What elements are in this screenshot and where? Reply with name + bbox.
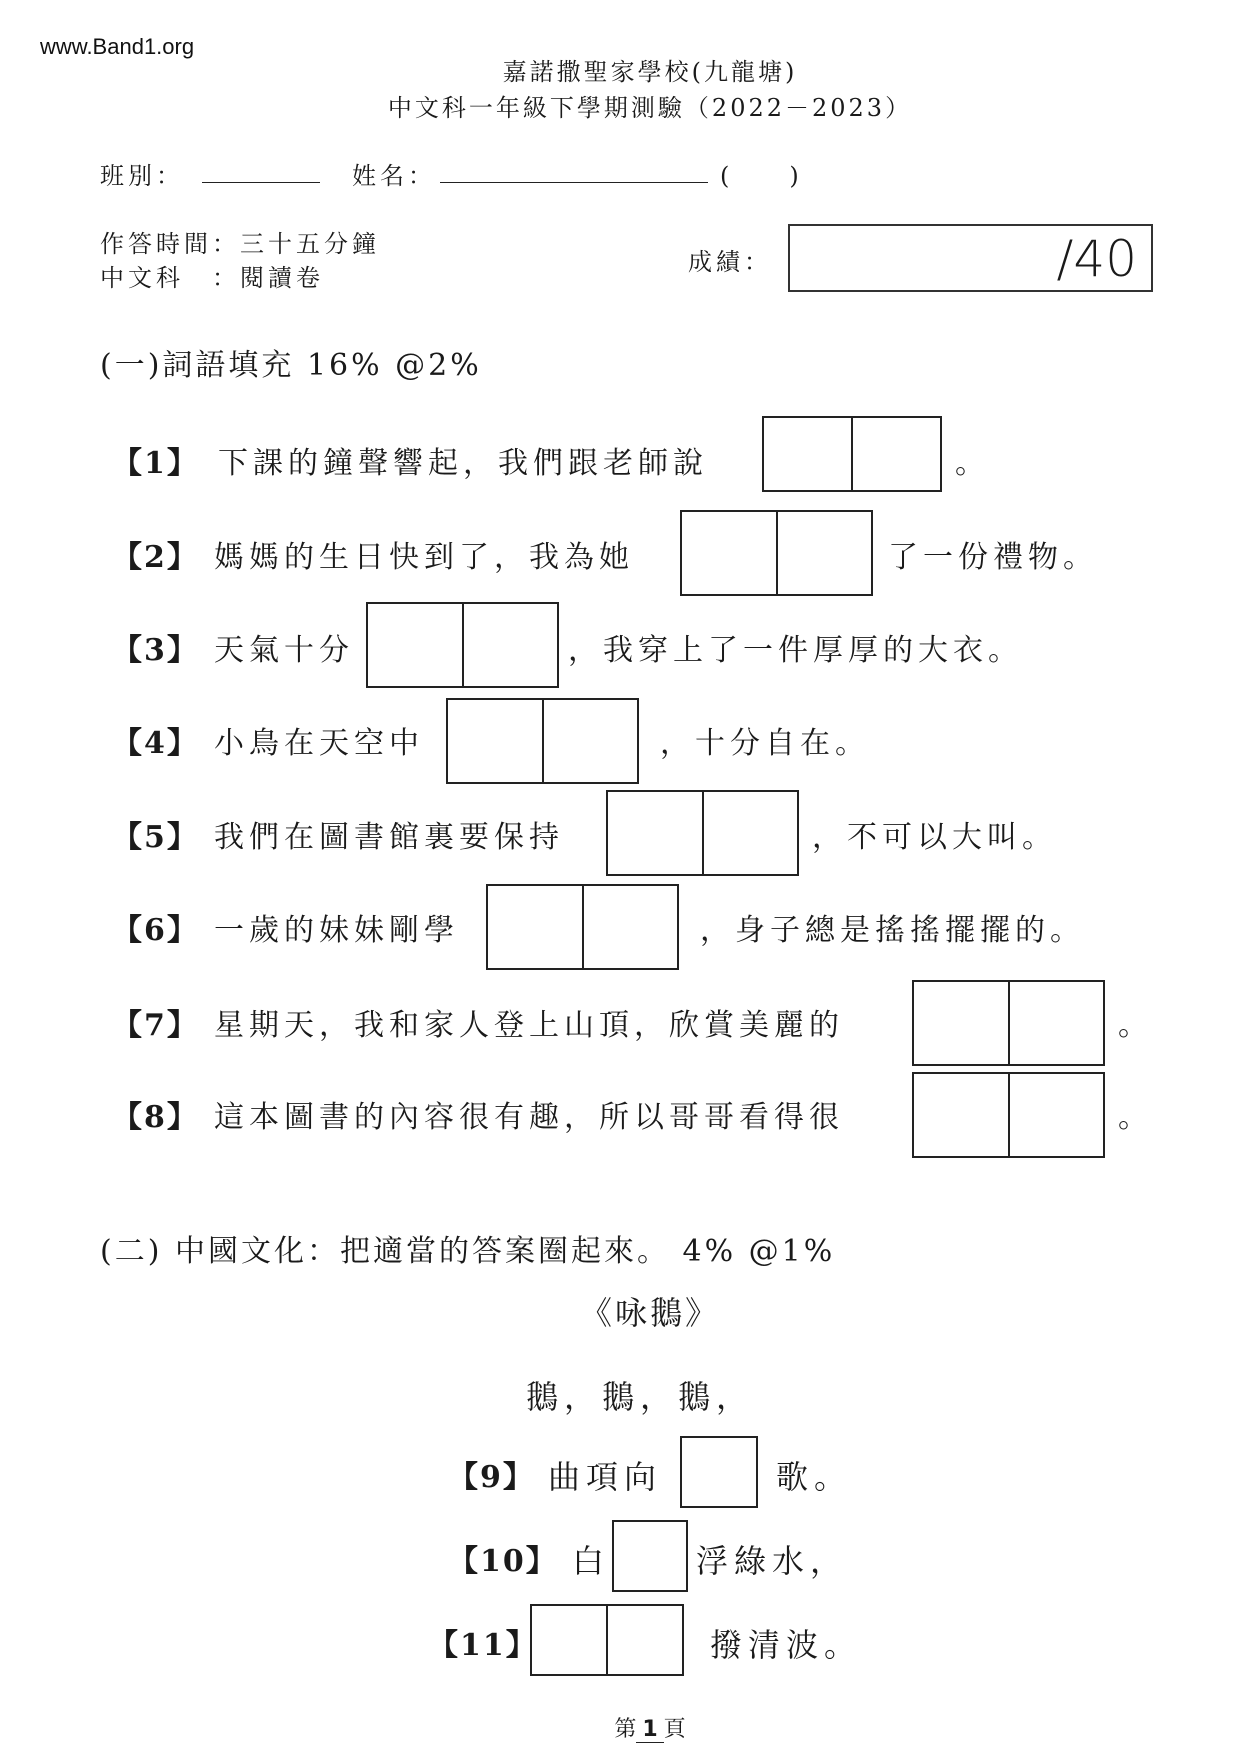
question-text: 下課的鐘聲響起，我們跟老師說: [218, 446, 708, 481]
question-number: 【1】: [112, 446, 199, 481]
question-number: 【8】: [112, 1100, 199, 1135]
question-number: 【4】: [112, 726, 199, 761]
question-text-after: ，不可以大叫。: [812, 820, 1057, 855]
poem-text-after: 歌。: [776, 1458, 853, 1496]
question-number: 【11】: [428, 1628, 538, 1663]
section1-title: (一)詞語填充 16% @2%: [100, 348, 482, 383]
answer-box[interactable]: [912, 1072, 1105, 1158]
question-number: 【6】: [112, 913, 199, 948]
page-suffix: 頁: [663, 1717, 686, 1742]
time-label: 作答時間：三十五分鐘: [100, 230, 380, 258]
question-number: 【10】: [448, 1544, 558, 1579]
question-number: 【5】: [112, 820, 199, 855]
question-text-after: 。: [1118, 1100, 1153, 1135]
score-box[interactable]: [788, 224, 1153, 292]
answer-box[interactable]: [762, 416, 942, 492]
class-number-parens[interactable]: ( ): [720, 162, 803, 190]
page-footer: [0, 1712, 1240, 1743]
answer-box[interactable]: [612, 1520, 688, 1592]
answer-box[interactable]: [912, 980, 1105, 1066]
question-number: 【7】: [112, 1008, 199, 1043]
question-text-after: ，我穿上了一件厚厚的大衣。: [568, 633, 1023, 668]
answer-box[interactable]: [366, 602, 559, 688]
answer-box[interactable]: [606, 790, 799, 876]
answer-box[interactable]: [486, 884, 679, 970]
question-text: 天氣十分: [214, 633, 354, 668]
page-prefix: 第: [614, 1717, 637, 1742]
poem-text: 白: [572, 1542, 611, 1580]
name-blank[interactable]: [440, 182, 708, 183]
question-text-after: ，十分自在。: [660, 726, 870, 761]
question-number: 【3】: [112, 633, 199, 668]
poem-text-after: 撥清波。: [710, 1626, 863, 1664]
poem-title: 《咏鵝》: [579, 1294, 720, 1332]
score-label: 成績：: [688, 248, 772, 276]
answer-box[interactable]: [680, 1436, 758, 1508]
question-number: 【2】: [112, 540, 199, 575]
question-text: 媽媽的生日快到了，我為她: [214, 540, 634, 575]
question-text: 一歲的妹妹剛學: [214, 913, 459, 948]
score-total: /40: [1056, 230, 1137, 288]
name-label: 姓名：: [352, 162, 436, 190]
question-text-after: ，身子總是搖搖擺擺的。: [700, 913, 1085, 948]
question-text: 星期天，我和家人登上山頂，欣賞美麗的: [214, 1008, 844, 1043]
school-name: 嘉諾撒聖家學校(九龍塘): [502, 58, 798, 86]
poem-text-after: 浮綠水，: [696, 1542, 849, 1580]
poem-text: 曲項向: [548, 1458, 663, 1496]
answer-box[interactable]: [446, 698, 639, 784]
answer-box[interactable]: [530, 1604, 684, 1676]
answer-box[interactable]: [680, 510, 873, 596]
question-number: 【9】: [448, 1460, 535, 1495]
class-blank[interactable]: [202, 182, 320, 183]
poem-line-1: 鵝，鵝，鵝，: [526, 1378, 755, 1416]
question-text-after: 。: [1118, 1008, 1153, 1043]
question-text: 小鳥在天空中: [214, 726, 424, 761]
page-number: 1: [636, 1717, 663, 1743]
watermark: www.Band1.org: [40, 34, 195, 59]
question-text-after: 了一份禮物。: [888, 540, 1098, 575]
question-text-after: 。: [955, 446, 990, 481]
exam-title: 中文科一年級下學期測驗（2022－2023）: [387, 94, 913, 122]
subject-label: 中文科 ：閱讀卷: [100, 264, 324, 292]
class-label: 班別：: [100, 162, 184, 190]
section2-title: (二) 中國文化：把適當的答案圈起來。 4% @1%: [100, 1234, 836, 1269]
question-text: 這本圖書的內容很有趣，所以哥哥看得很: [214, 1100, 844, 1135]
question-text: 我們在圖書館裏要保持: [214, 820, 564, 855]
